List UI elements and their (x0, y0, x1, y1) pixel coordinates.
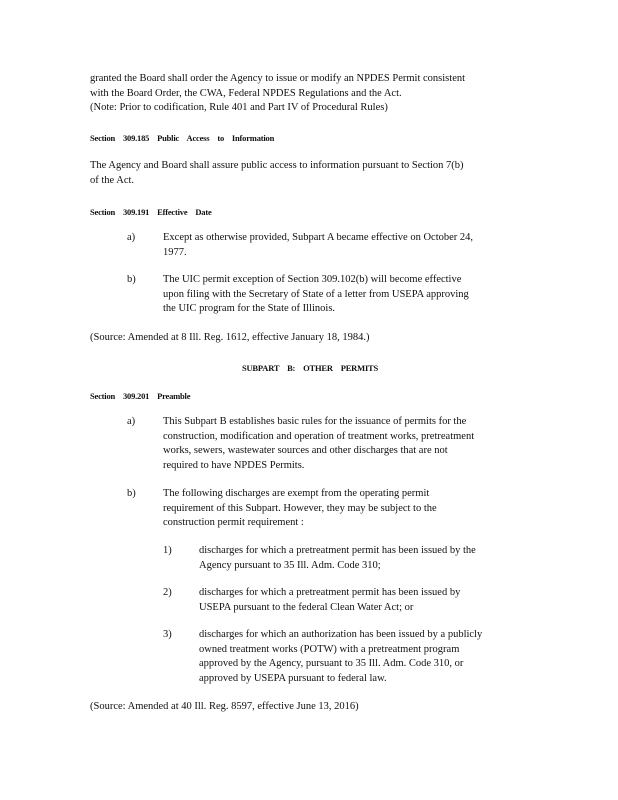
item-label: b) (127, 274, 136, 285)
text-line: The Agency and Board shall assure public access to information pursuant to Section 7(b) (90, 160, 464, 171)
section-heading-309-185: Section 309.185 Public Access to Information (90, 133, 275, 143)
subpart-heading: SUBPART B: OTHER PERMITS (241, 363, 379, 373)
text-line: Except as otherwise provided, Subpart A became effective on October 24, (163, 232, 474, 243)
item-label: 2) (163, 587, 172, 598)
text-line: Agency pursuant to 35 Ill. Adm. Code 310; (199, 559, 381, 571)
text-line: with the Board Order, the CWA, Federal NPDES Regulations and the Act. (90, 87, 402, 99)
item-label: a) (127, 416, 136, 427)
text-line: the UIC program for the State of Illinois. (163, 303, 336, 314)
item-label: 3) (163, 629, 172, 640)
item-text (199, 586, 525, 615)
text-line: (Note: Prior to codification, Rule 401 and Part IV of Procedural Rules) (90, 102, 388, 113)
text-line: works, sewers, wastewater sources and other discharges that are not (163, 445, 448, 456)
item-label: 1) (163, 545, 172, 556)
text-line: This Subpart B establishes basic rules for the issuance of permits for the (163, 416, 467, 427)
item-text (199, 628, 525, 686)
text-line: The following discharges are exempt from the operating permit (163, 488, 430, 499)
item-text (199, 544, 525, 573)
item-text (163, 415, 523, 473)
text-line: upon filing with the Secretary of State of a letter from USEPA approving (163, 288, 469, 300)
item-text (163, 231, 523, 260)
text-line: The UIC permit exception of Section 309.102(b) will become effective (163, 274, 462, 285)
item-label: b) (127, 488, 136, 499)
text-line: required to have NPDES Permits. (163, 459, 305, 471)
intro-paragraph (90, 72, 530, 116)
source-note: (Source: Amended at 8 Ill. Reg. 1612, effective January 18, 1984.) (90, 332, 370, 343)
item-text (163, 487, 523, 531)
text-line: USEPA pursuant to the federal Clean Water Act; or (199, 601, 414, 613)
text-line: owned treatment works (POTW) with a pretreatment program (199, 643, 460, 655)
text-line: discharges for which a pretreatment permit has been issued by (199, 587, 461, 598)
section-heading-309-191: Section 309.191 Effective Date (90, 207, 212, 217)
section-309-185-body (90, 159, 530, 188)
item-label: a) (127, 232, 136, 243)
text-line: granted the Board shall order the Agency to issue or modify an NPDES Permit consistent (90, 73, 466, 84)
section-heading-309-201: Section 309.201 Preamble (90, 391, 191, 401)
text-line: construction, modification and operation of treatment works, pretreatment (163, 430, 475, 442)
text-line: of the Act. (90, 174, 135, 186)
text-line: discharges for which an authorization has been issued by a publicly (199, 629, 483, 640)
source-note: (Source: Amended at 40 Ill. Reg. 8597, effective June 13, 2016) (90, 701, 359, 712)
item-text (163, 273, 523, 317)
text-line: 1977. (163, 246, 187, 258)
text-line: construction permit requirement : (163, 517, 304, 528)
text-line: discharges for which a pretreatment permit has been issued by the (199, 545, 476, 556)
text-line: requirement of this Subpart. However, they may be subject to the (163, 502, 437, 514)
text-line: approved by USEPA pursuant to federal law. (199, 672, 387, 684)
text-line: approved by the Agency, pursuant to 35 Ill. Adm. Code 310, or (199, 658, 464, 669)
